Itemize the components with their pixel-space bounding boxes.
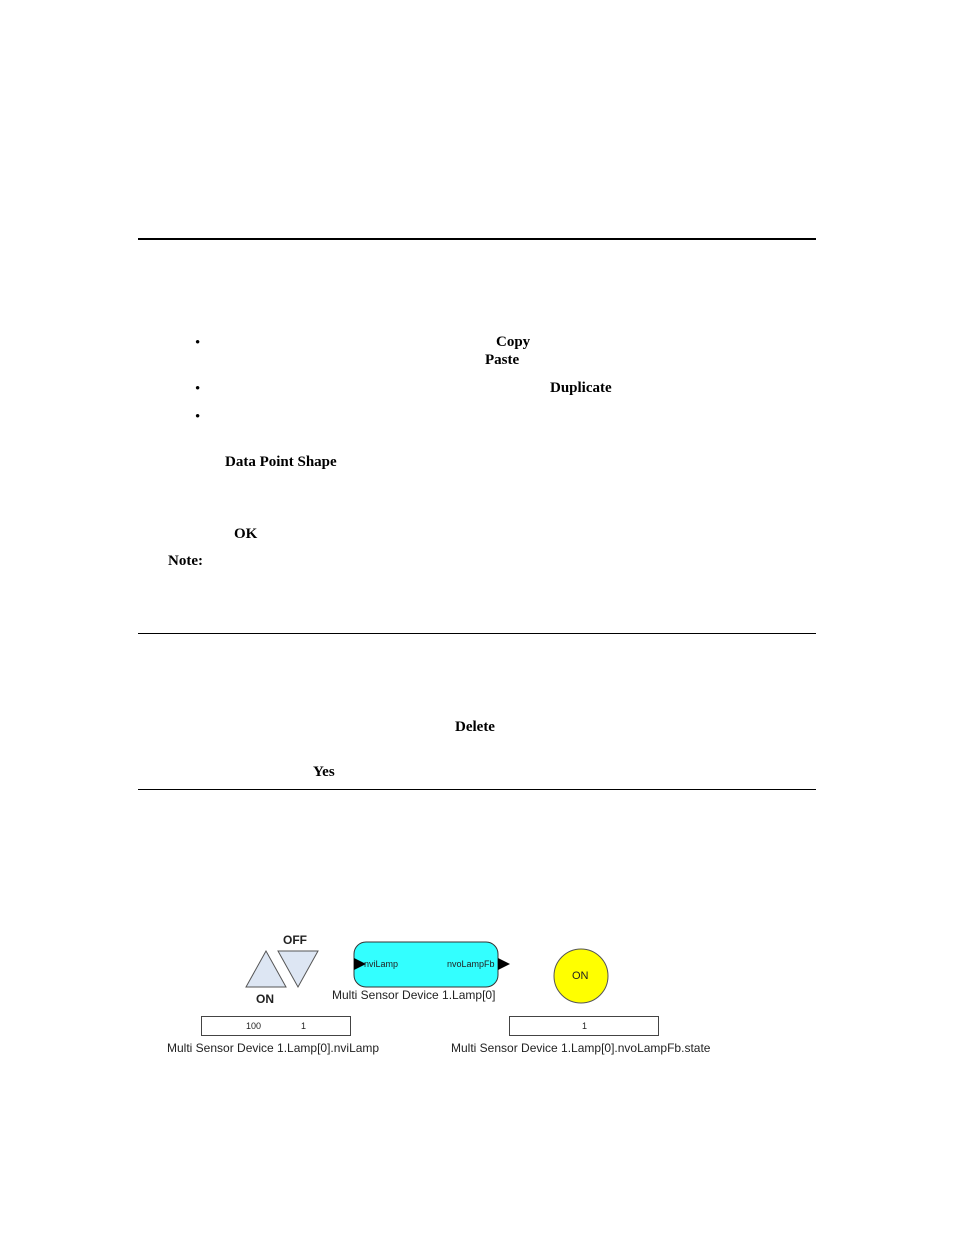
duplicate-command-label: Duplicate	[550, 380, 612, 396]
off-triangle-shape	[278, 951, 318, 987]
on-label: ON	[256, 992, 274, 1006]
bullet-marker: •	[195, 381, 201, 397]
nvolampfb-caption: Multi Sensor Device 1.Lamp[0].nvoLampFb.state	[451, 1041, 711, 1055]
nvolampfb-value-box	[509, 1016, 659, 1036]
box2-value: 1	[582, 1021, 588, 1031]
block-caption: Multi Sensor Device 1.Lamp[0]	[332, 988, 496, 1002]
block-output-label: nvoLampFb	[447, 959, 495, 969]
bullet-marker: •	[195, 409, 201, 425]
on-triangle-shape	[246, 951, 286, 987]
yes-button-label: Yes	[313, 764, 335, 780]
off-label: OFF	[283, 933, 307, 947]
output-arrow-icon	[498, 958, 510, 970]
block-input-label: nviLamp	[364, 959, 399, 969]
box1-value-a: 100	[246, 1021, 262, 1031]
nvilamp-caption: Multi Sensor Device 1.Lamp[0].nviLamp	[167, 1041, 380, 1055]
box1-value-b: 1	[301, 1021, 307, 1031]
note-label: Note:	[168, 553, 203, 569]
paste-command-label: Paste	[485, 352, 520, 368]
bullet-marker: •	[195, 335, 201, 351]
copy-command-label: Copy	[496, 334, 531, 350]
ok-button-label: OK	[234, 526, 258, 542]
nvilamp-value-box	[201, 1016, 351, 1036]
data-point-shape-label: Data Point Shape	[225, 454, 337, 470]
delete-command-label: Delete	[455, 719, 495, 735]
state-indicator-label: ON	[572, 970, 589, 982]
